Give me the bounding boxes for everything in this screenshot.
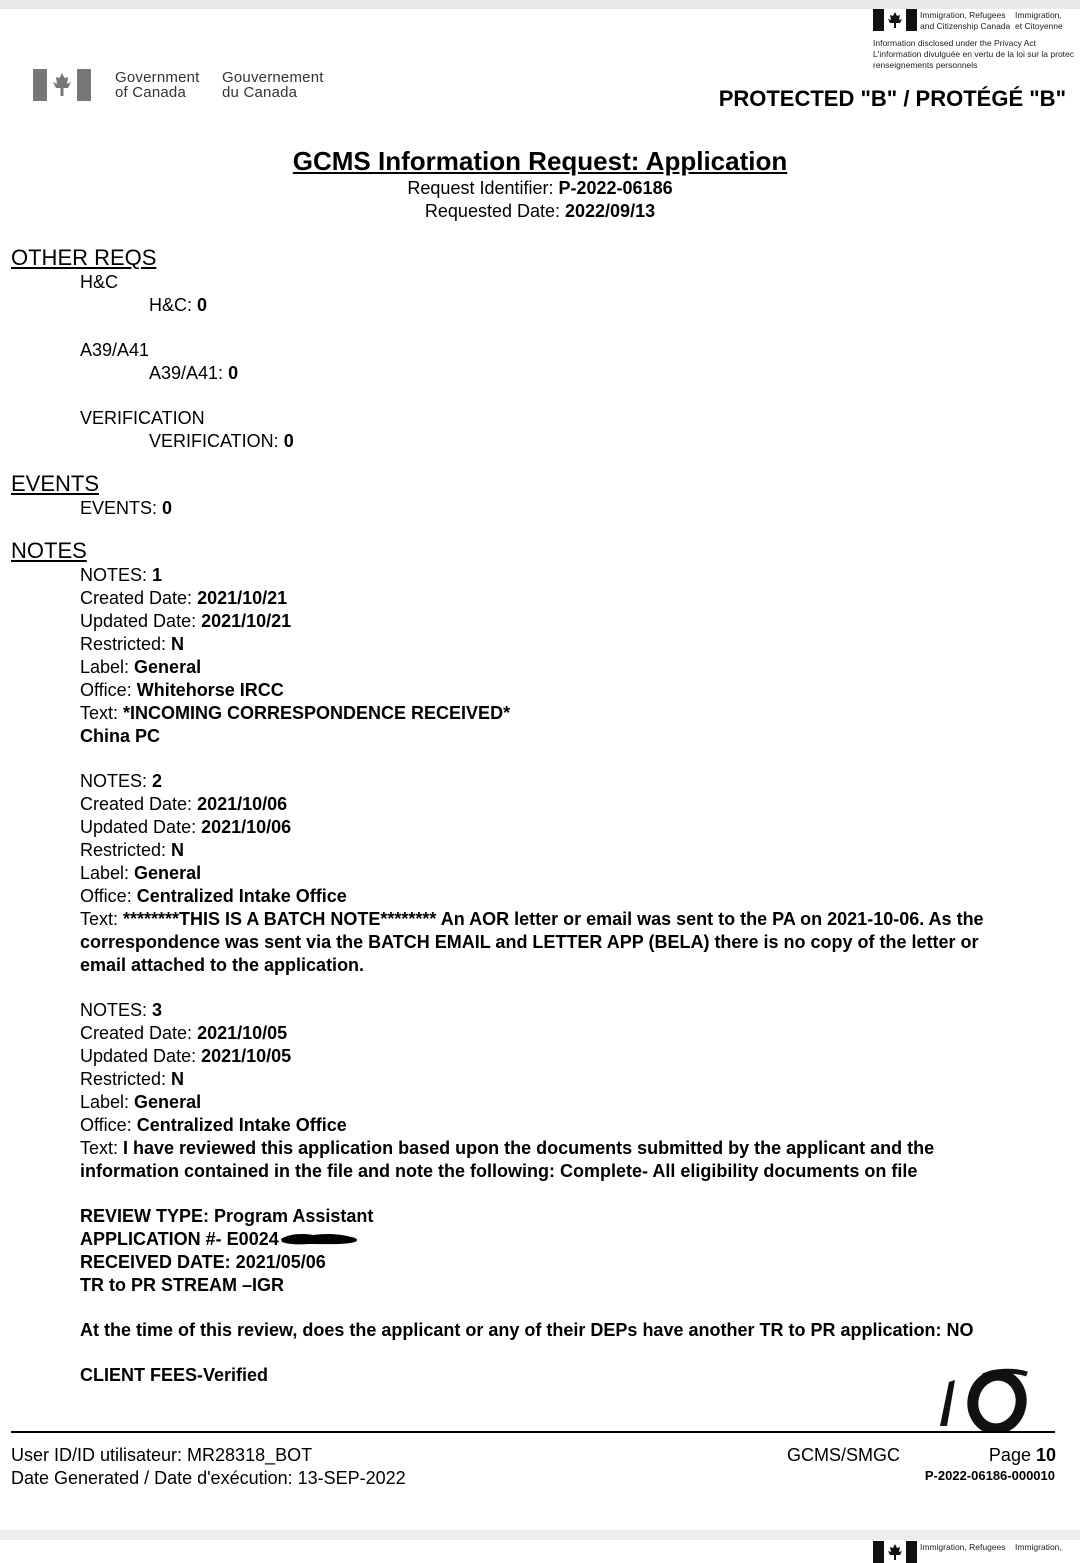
note-number: 3 xyxy=(152,1000,163,1020)
updated-date-label: Updated Date: xyxy=(80,817,202,837)
created-date: 2021/10/06 xyxy=(197,794,288,814)
label-label: Label: xyxy=(80,863,135,883)
ircc-en-line2: and Citizenship Canada xyxy=(920,21,1011,31)
page-label: Page xyxy=(988,1445,1036,1465)
verification-group: VERIFICATION xyxy=(80,408,205,428)
document-title-block xyxy=(0,145,1080,223)
note-item xyxy=(11,770,1071,977)
note-number: 1 xyxy=(152,565,163,585)
label-value: General xyxy=(134,657,202,677)
updated-date-label: Updated Date: xyxy=(80,1046,202,1066)
restricted-value: N xyxy=(171,1069,185,1089)
privacy-fr-line1: L'information divulguée en vertu de la loi sur la protec xyxy=(873,49,1075,59)
events-heading: EVENTS xyxy=(11,471,100,496)
restricted-label: Restricted: xyxy=(80,1069,172,1089)
gov-fr-line1: Gouvernement xyxy=(222,69,324,86)
privacy-fr-line2: renseignements personnels xyxy=(873,60,978,70)
text-label: Text: xyxy=(80,909,124,929)
canada-flag-icon xyxy=(873,9,917,31)
handwritten-page-number xyxy=(935,1368,1035,1432)
requested-date-value: 2022/09/13 xyxy=(565,201,656,221)
client-fees: CLIENT FEES-Verified xyxy=(80,1365,269,1385)
updated-date: 2021/10/21 xyxy=(201,611,292,631)
page-number: 10 xyxy=(1035,1445,1056,1465)
footer-system: GCMS/SMGC xyxy=(787,1445,901,1465)
privacy-en: Information disclosed under the Privacy Act xyxy=(873,38,1036,48)
events-value: 0 xyxy=(162,498,173,518)
other-reqs-heading: OTHER REQS xyxy=(11,245,157,270)
note-text-line: I have reviewed this application based upon the documents submitted by the applicant and the xyxy=(123,1138,935,1158)
redaction-mark-icon xyxy=(279,1231,361,1247)
review-question: At the time of this review, does the applicant or any of their DEPs have another TR to PR application: NO xyxy=(80,1320,974,1340)
a39-group: A39/A41 xyxy=(80,340,150,360)
text-label: Text: xyxy=(80,1138,124,1158)
restricted-value: N xyxy=(171,840,185,860)
received-date: RECEIVED DATE: 2021/05/06 xyxy=(80,1252,326,1272)
label-label: Label: xyxy=(80,657,135,677)
note-number-label: NOTES: xyxy=(80,565,153,585)
office-value: Whitehorse IRCC xyxy=(136,680,284,700)
created-date-label: Created Date: xyxy=(80,588,198,608)
a39-label: A39/A41: xyxy=(149,363,229,383)
ircc-fr-line2: et Citoyenne xyxy=(1015,21,1063,31)
updated-date: 2021/10/05 xyxy=(201,1046,292,1066)
ircc-fr-line1: Immigration, xyxy=(1015,10,1062,20)
footer-user-id: User ID/ID utilisateur: MR28318_BOT xyxy=(11,1445,313,1465)
label-value: General xyxy=(134,863,202,883)
gov-fr-line2: du Canada xyxy=(222,84,298,101)
next-ircc-fr-line1: Immigration, xyxy=(1015,1542,1062,1552)
application-number: APPLICATION #- E0024 xyxy=(80,1229,279,1249)
hc-value: 0 xyxy=(197,295,208,315)
note-text-line: correspondence was sent via the BATCH EMAIL and LETTER APP (BELA) there is no copy of the letter or xyxy=(80,932,979,952)
gov-en-line2: of Canada xyxy=(115,84,187,101)
request-identifier-line xyxy=(0,177,1080,200)
events-field xyxy=(11,497,1071,520)
request-identifier-label: Request Identifier: xyxy=(407,178,559,198)
restricted-value: N xyxy=(171,634,185,654)
footer-page xyxy=(989,1444,1056,1467)
events-label: EVENTS: xyxy=(80,498,163,518)
footer-left xyxy=(11,1444,406,1490)
top-page-edge xyxy=(0,0,1080,9)
note-text-line: information contained in the file and note the following: Complete- All eligibility documents on file xyxy=(80,1161,918,1181)
gov-en-line1: Government xyxy=(115,69,200,86)
notes-heading: NOTES xyxy=(11,538,87,563)
verification-value: 0 xyxy=(283,431,294,451)
ircc-en-line1: Immigration, Refugees xyxy=(920,10,1006,20)
office-label: Office: xyxy=(80,1115,137,1135)
verification-field xyxy=(11,430,1071,453)
footer-divider xyxy=(11,1431,1055,1433)
restricted-label: Restricted: xyxy=(80,634,172,654)
verification-label: VERIFICATION: xyxy=(149,431,284,451)
requested-date-line xyxy=(0,200,1080,223)
request-identifier-value: P-2022-06186 xyxy=(558,178,673,198)
next-ircc-en-line1: Immigration, Refugees xyxy=(920,1542,1006,1552)
a39-field xyxy=(11,362,1071,385)
a39-value: 0 xyxy=(228,363,239,383)
note-text-line: *INCOMING CORRESPONDENCE RECEIVED* xyxy=(123,703,511,723)
page-title: GCMS Information Request: Application xyxy=(292,146,788,176)
note-item xyxy=(11,999,1071,1387)
created-date: 2021/10/21 xyxy=(197,588,288,608)
restricted-label: Restricted: xyxy=(80,840,172,860)
review-type: REVIEW TYPE: Program Assistant xyxy=(80,1206,374,1226)
office-value: Centralized Intake Office xyxy=(136,886,347,906)
stream: TR to PR STREAM –IGR xyxy=(80,1275,285,1295)
footer-document-id: P-2022-06186-000010 xyxy=(924,1468,1055,1483)
note-item xyxy=(11,564,1071,748)
label-label: Label: xyxy=(80,1092,135,1112)
requested-date-label: Requested Date: xyxy=(424,201,565,221)
note-number-label: NOTES: xyxy=(80,771,153,791)
label-value: General xyxy=(134,1092,202,1112)
application-number-line xyxy=(80,1228,1071,1251)
hc-group: H&C xyxy=(80,272,119,292)
created-date: 2021/10/05 xyxy=(197,1023,288,1043)
office-label: Office: xyxy=(80,680,137,700)
text-label: Text: xyxy=(80,703,124,723)
created-date-label: Created Date: xyxy=(80,1023,198,1043)
note-number-label: NOTES: xyxy=(80,1000,153,1020)
hc-field xyxy=(11,294,1071,317)
created-date-label: Created Date: xyxy=(80,794,198,814)
note-number: 2 xyxy=(152,771,163,791)
hc-label: H&C: xyxy=(149,295,198,315)
note-text-line: ********THIS IS A BATCH NOTE******** An AOR letter or email was sent to the PA on 2021-10-06. As the xyxy=(123,909,984,929)
updated-date: 2021/10/06 xyxy=(201,817,292,837)
office-value: Centralized Intake Office xyxy=(136,1115,347,1135)
footer-date-generated: Date Generated / Date d'exécution: 13-SEP-2022 xyxy=(11,1468,406,1488)
note-text-line: email attached to the application. xyxy=(80,955,365,975)
canada-flag-logo-icon xyxy=(33,69,91,101)
updated-date-label: Updated Date: xyxy=(80,611,202,631)
protected-classification: PROTECTED "B" / PROTÉGÉ "B" xyxy=(718,86,1066,111)
page-separator xyxy=(0,1530,1080,1540)
office-label: Office: xyxy=(80,886,137,906)
note-text-line: China PC xyxy=(80,726,161,746)
document-body xyxy=(11,244,1071,1387)
